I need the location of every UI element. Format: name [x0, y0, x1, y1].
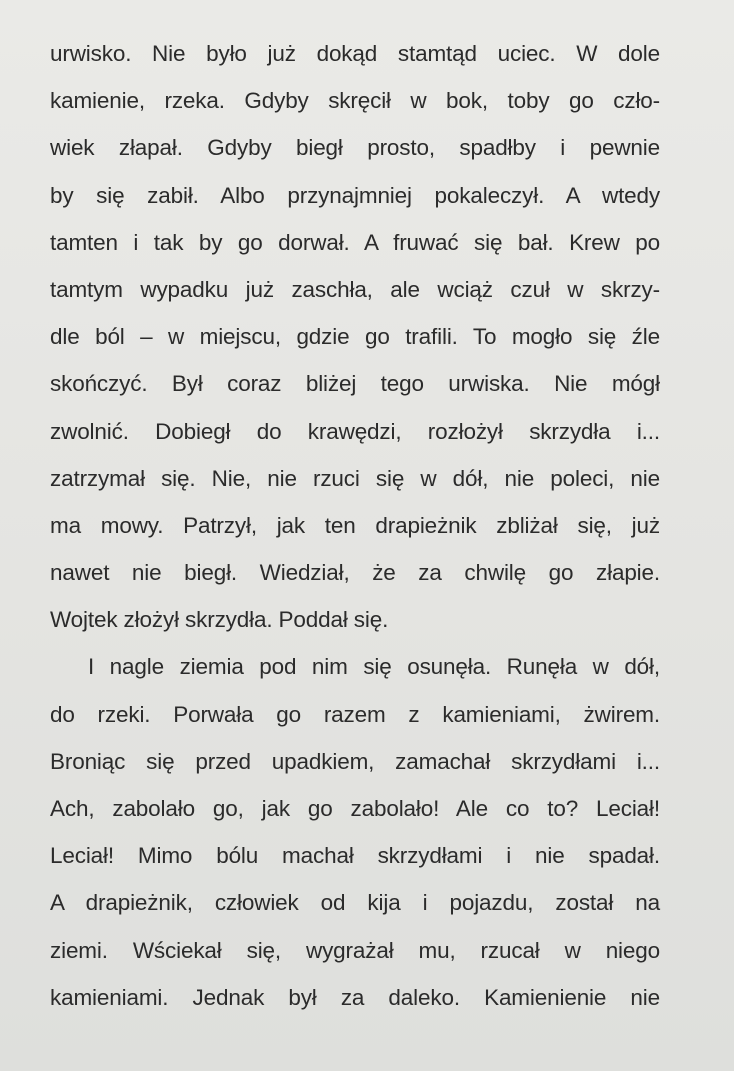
- body-text: [50, 30, 660, 1021]
- text-line: kamieniami. Jednak był za daleko. Kamienienie nie: [50, 984, 660, 1010]
- text-line: Broniąc się przed upadkiem, zamachał skrzydłami i...: [50, 748, 660, 774]
- text-line: ma mowy. Patrzył, jak ten drapieżnik zbliżał się, już: [50, 512, 660, 538]
- text-line: Leciał! Mimo bólu machał skrzydłami i nie spadał.: [50, 843, 660, 869]
- text-line: tamten i tak by go dorwał. A fruwać się bał. Krew po: [50, 229, 660, 255]
- text-line: do rzeki. Porwała go razem z kamieniami, żwirem.: [50, 701, 660, 727]
- text-line: Wojtek złożył skrzydła. Poddał się.: [50, 607, 389, 633]
- text-line: skończyć. Był coraz bliżej tego urwiska. Nie mógł: [50, 371, 660, 397]
- text-line: nawet nie biegł. Wiedział, że za chwilę go złapie.: [50, 560, 660, 586]
- text-line: ziemi. Wściekał się, wygrażał mu, rzucał w niego: [50, 937, 660, 963]
- text-line: tamtym wypadku już zaschła, ale wciąż czuł w skrzy-: [50, 276, 660, 302]
- text-line: Ach, zabolało go, jak go zabolało! Ale co to? Leciał!: [50, 796, 660, 821]
- text-line: zwolnić. Dobiegł do krawędzi, rozłożył skrzydła i...: [50, 418, 660, 444]
- text-line: kamienie, rzeka. Gdyby skręcił w bok, toby go czło-: [50, 88, 660, 114]
- text-line: urwisko. Nie było już dokąd stamtąd uciec. W dole: [50, 41, 660, 66]
- text-line: A drapieżnik, człowiek od kija i pojazdu, został na: [50, 890, 660, 916]
- text-line: zatrzymał się. Nie, nie rzuci się w dół, nie poleci, nie: [50, 465, 660, 491]
- text-line: dle ból – w miejscu, gdzie go trafili. To mogło się źle: [50, 324, 660, 350]
- text-line: by się zabił. Albo przynajmniej pokaleczył. A wtedy: [50, 182, 660, 208]
- text-line: wiek złapał. Gdyby biegł prosto, spadłby i pewnie: [50, 135, 660, 161]
- text-line: I nagle ziemia pod nim się osunęła. Runęła w dół,: [88, 654, 660, 680]
